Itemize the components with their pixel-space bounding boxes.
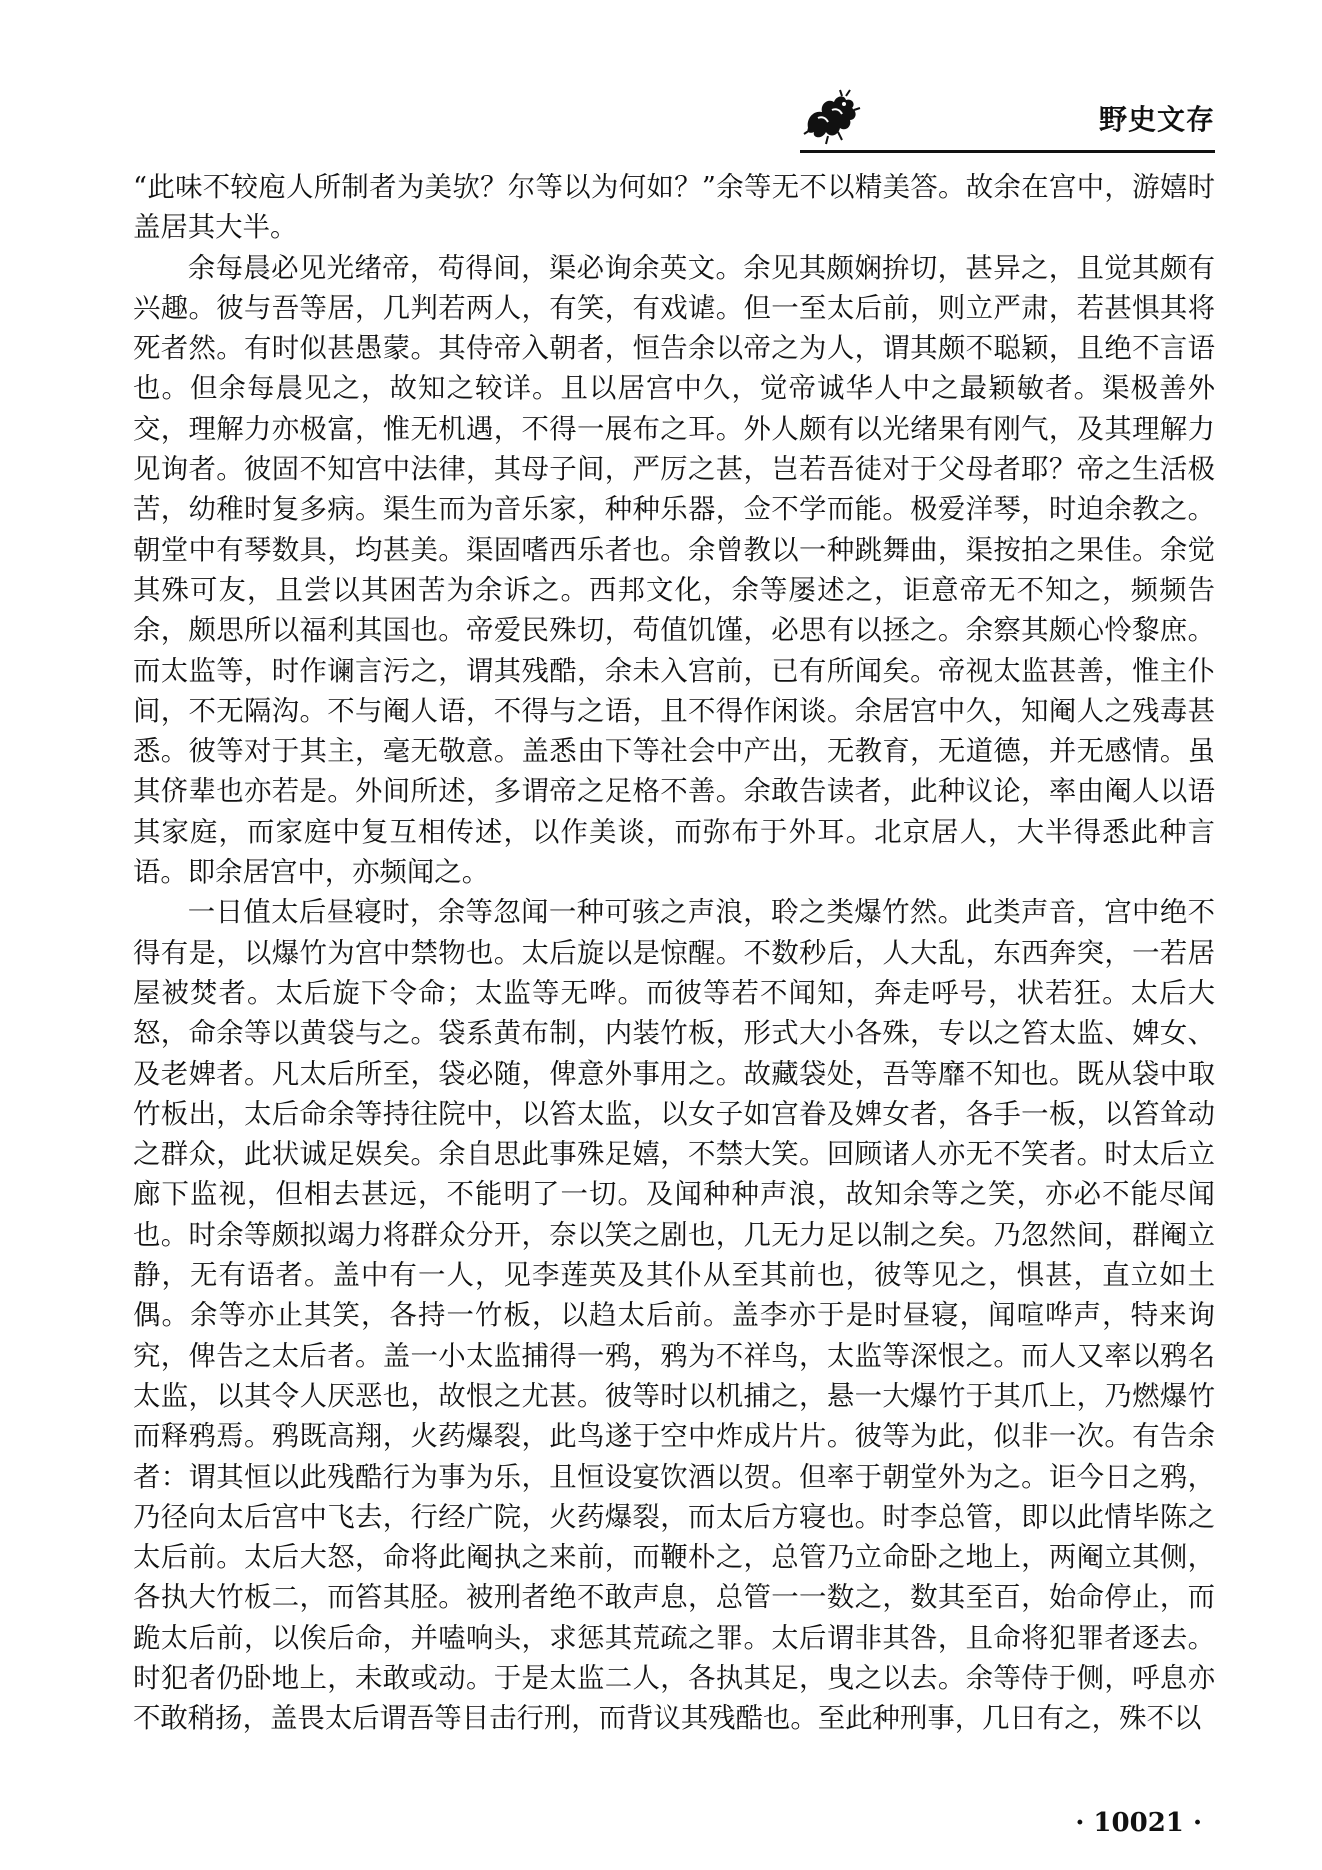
body-text bbox=[133, 168, 1215, 1740]
book-series-title: 野史文存 bbox=[1098, 103, 1215, 136]
paragraph-2: 余每晨必见光绪帝，苟得间，渠必询余英文。余见其颇娴拚切，甚异之，且觉其颇有兴趣。彼与吾等居，几判若两人，有笑，有戏谑。但一至太后前，则立严肃，若甚惧其将死者然。有时似甚愚蒙。其侍帝入朝者，恒告余以帝之为人，谓其颇不聪颖，且绝不言语也。但余每晨见之，故知之较详。且以居宫中久，觉帝诚华人中之最颖敏者。渠极善外交，理解力亦极富，惟无机遇，不得一展布之耳。外人颇有以光绪果有刚气，及其理解力见询者。彼固不知宫中法律，其母子间，严厉之甚，岂若吾徒对于父母者耶？帝之生活极苦，幼稚时复多病。渠生而为音乐家，种种乐器，佥不学而能。极爱洋琴，时迫余教之。朝堂中有琴数具，均甚美。渠固嗜西乐者也。余曾教以一种跳舞曲，渠按拍之果佳。余觉其殊可友，且尝以其困苦为余诉之。西邦文化，余等屡述之，讵意帝无不知之，频频告余，颇思所以福利其国也。帝爱民殊切，苟值饥馑，必思有以拯之。余察其颇心怜黎庶。而太监等，时作谰言污之，谓其残酷，余未入宫前，已有所闻矣。帝视太监甚善，惟主仆间，不无隔沟。不与阉人语，不得与之语，且不得作闲谈。余居宫中久，知阉人之残毒甚悉。彼等对于其主，毫无敬意。盖悉由下等社会中产出，无教育，无道德，并无感情。虽其侪辈也亦若是。外间所述，多谓帝之足格不善。余敢告读者，此种议论，率由阉人以语其家庭，而家庭中复互相传述，以作美谈，而弥布于外耳。北京居人，大半得悉此种言语。即余居宫中，亦频闻之。 bbox=[133, 252, 1215, 889]
page-number: · 10021 · bbox=[1075, 1808, 1202, 1838]
dragon-emblem-icon bbox=[800, 88, 862, 150]
running-header bbox=[800, 88, 1215, 158]
paragraph-3: 一日值太后昼寝时，余等忽闻一种可骇之声浪，聆之类爆竹然。此类声音，宫中绝不得有是，以爆竹为宫中禁物也。太后旋以是惊醒。不数秒后，人大乱，东西奔突，一若居屋被焚者。太后旋下令命；太监等无哗。而彼等若不闻知，奔走呼号，状若狂。太后大怒，命余等以黄袋与之。袋系黄布制，内装竹板，形式大小各殊，专以之笞太监、婢女、及老婢者。凡太后所至，袋必随，俾意外事用之。故藏袋处，吾等靡不知也。既从袋中取竹板出，太后命余等持往院中，以笞太监，以女子如宫眷及婢女者，各手一板，以笞耸动之群众，此状诚足娱矣。余自思此事殊足嬉，不禁大笑。回顾诸人亦无不笑者。时太后立廊下监视，但相去甚远，不能明了一切。及闻种种声浪，故知余等之笑，亦必不能尽闻也。时余等颇拟竭力将群众分开，奈以笑之剧也，几无力足以制之矣。乃忽然间，群阉立静，无有语者。盖中有一人，见李莲英及其仆从至其前也，彼等见之，惧甚，直立如土偶。余等亦止其笑，各持一竹板，以趋太后前。盖李亦于是时昼寝，闻喧哗声，特来询究，俾告之太后者。盖一小太监捕得一鸦，鸦为不祥鸟，太监等深恨之。而人又率以鸦名太监，以其令人厌恶也，故恨之尤甚。彼等时以机捕之，悬一大爆竹于其爪上，乃燃爆竹而释鸦焉。鸦既高翔，火药爆裂，此鸟遂于空中炸成片片。彼等为此，似非一次。有告余者：谓其恒以此残酷行为事为乐，且恒设宴饮酒以贺。但率于朝堂外为之。讵今日之鸦，乃径向太后宫中飞去，行经广院，火药爆裂，而太后方寝也。时李总管，即以此情毕陈之太后前。太后大怒，命将此阉执之来前，而鞭朴之，总管乃立命卧之地上，两阉立其侧，各执大竹板二，而笞其胫。被刑者绝不敢声息，总管一一数之，数其至百，始命停止，而跪太后前，以俟后命，并嗑响头，求惩其荒疏之罪。太后谓非其咎，且命将犯罪者逐去。时犯者仍卧地上，未敢或动。于是太监二人，各执其足，曳之以去。余等侍于侧，呼息亦不敢稍扬，盖畏太后谓吾等目击行刑，而背议其残酷也。至此种刑事，几日有之，殊不以 bbox=[133, 897, 1215, 1735]
header-divider bbox=[800, 150, 1215, 153]
paragraph-1: “此味不较庖人所制者为美欤？尔等以为何如？”余等无不以精美答。故余在宫中，游嬉时盖居其大半。 bbox=[133, 172, 1215, 244]
